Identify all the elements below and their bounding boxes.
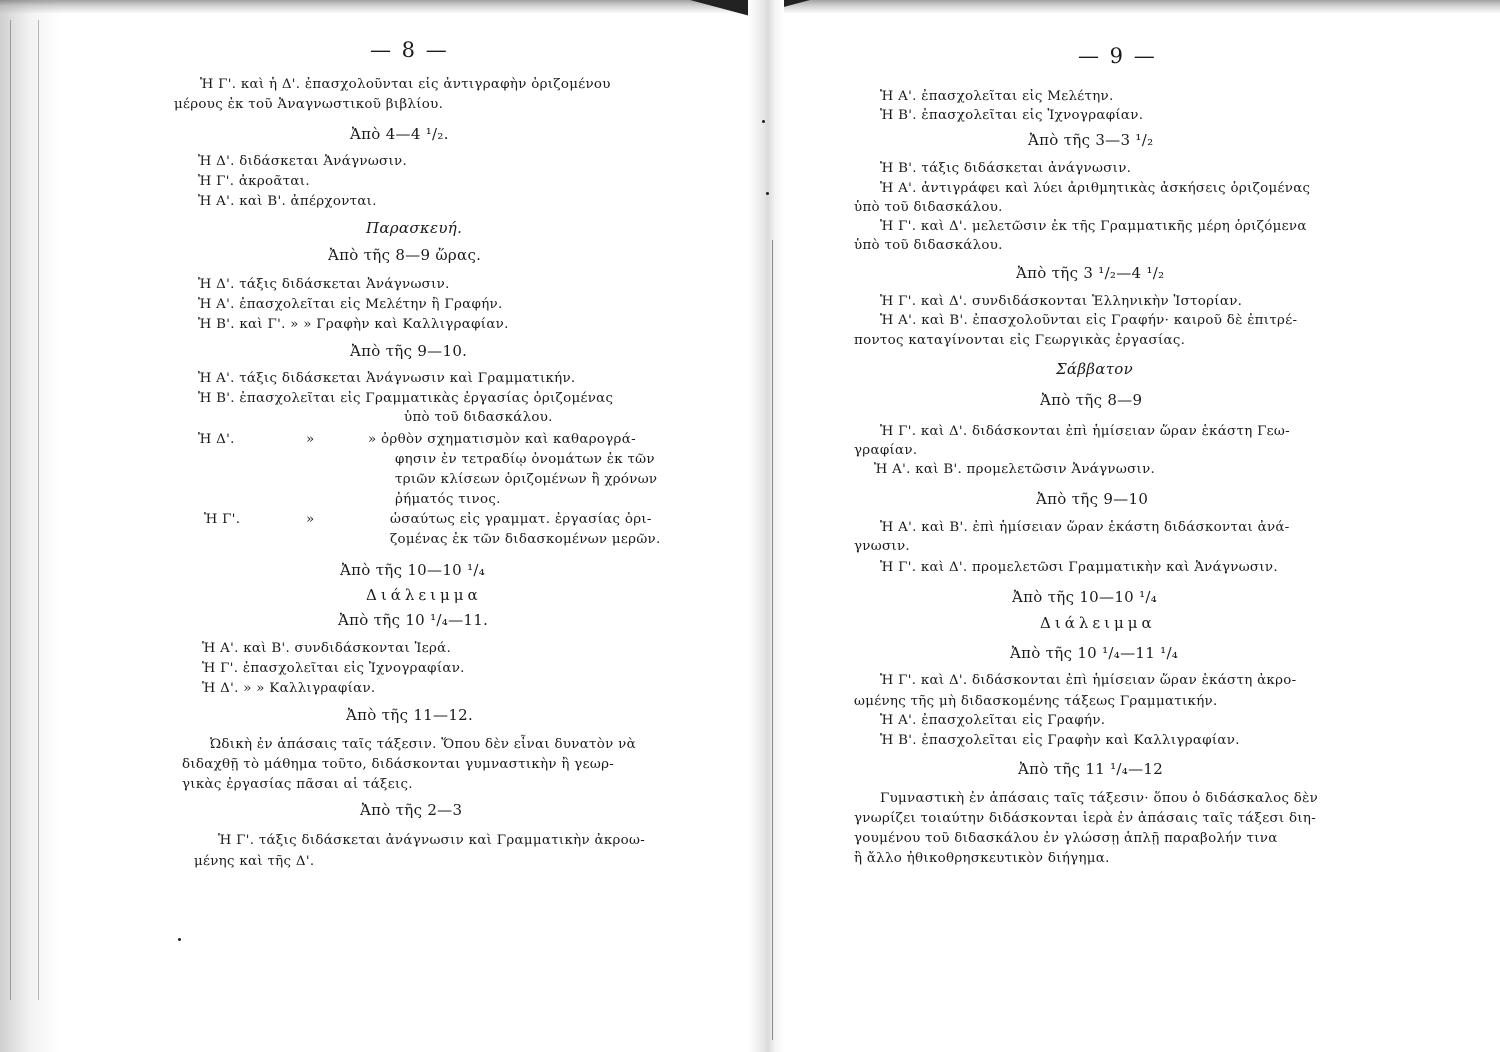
scan-speck [766, 192, 769, 195]
book-gutter [748, 0, 784, 1052]
text-line: ὑπὸ τοῦ διδασκάλου. [404, 410, 553, 425]
edge-line [38, 20, 39, 1000]
text-line: Ἡ Γ'. ἐπασχολεῖται εἰς Ἰχνογραφίαν. [202, 661, 465, 676]
text-line: Ἡ Δ'. διδάσκεται Ἀνάγνωσιν. [198, 154, 408, 169]
text-line: ὑπὸ τοῦ διδασκάλου. [854, 238, 1003, 253]
day-heading: Σάββατον [1056, 360, 1134, 378]
text-line: Ἡ Α'. καὶ Β'. ἀπέρχονται. [198, 194, 377, 209]
text-line: ζομένας ἐκ τῶν διδασκομένων μερῶν. [390, 532, 661, 547]
break-heading: Διάλειμμα [366, 586, 482, 604]
text-line: Ἡ Δ'. [198, 432, 235, 447]
time-heading: Ἀπὸ τῆς 11 ¹/₄—12 [1018, 760, 1164, 778]
text-line: Γυμναστικὴ ἐν ἁπάσαις ταῖς τάξεσιν· ὅπου ὁ διδάσκαλος δὲν [880, 791, 1319, 806]
text-line: ὡσαύτως εἰς γραμματ. ἐργασίας ὁρι- [390, 512, 652, 527]
text-line: Ἡ Α'. ἀντιγράφει καὶ λύει ἀριθμητικὰς ἀσκήσεις ὁριζομένας [880, 181, 1311, 196]
text-line: Ἡ Γ'. καὶ Δ'. προμελετῶσι Γραμματικὴν καὶ Ἀνάγνωσιν. [880, 560, 1278, 575]
text-line: γικὰς ἐργασίας πᾶσαι αἱ τάξεις. [182, 777, 413, 792]
text-line: ωμένης τῆς μὴ διδασκομένης τάξεως Γραμματικήν. [854, 694, 1218, 709]
text-line: Ἡ Γ'. καὶ Δ'. συνδιδάσκονται Ἑλληνικὴν Ἱστορίαν. [880, 294, 1243, 309]
time-heading: Ἀπὸ τῆς 8—9 [1040, 391, 1143, 409]
text-line: Ἡ Γ'. τάξις διδάσκεται ἀνάγνωσιν καὶ Γραμματικὴν ἀκροω- [218, 833, 646, 848]
text-line: Ἡ Α'. ἐπασχολεῖται εἰς Μελέτην ἢ Γραφήν. [198, 297, 503, 312]
time-heading: Ἀπὸ τῆς 3—3 ¹/₂ [1028, 131, 1154, 149]
gutter-line [772, 240, 773, 1040]
text-line: γραφίαν. [854, 443, 918, 458]
time-heading: Ἀπὸ τῆς 10 ¹/₄—11 ¹/₄ [1010, 644, 1179, 662]
text-line: ἢ ἄλλο ἠθικοθρησκευτικὸν διήγημα. [854, 851, 1110, 866]
text-line: διδαχθῇ τὸ μάθημα τοῦτο, διδάσκονται γυμναστικὴν ἢ γεωρ- [182, 757, 615, 772]
text-line: Ὠδικὴ ἐν ἁπάσαις ταῖς τάξεσιν. Ὅπου δὲν εἶναι δυνατὸν νὰ [210, 737, 636, 752]
text-line: μέρους ἐκ τοῦ Ἀναγνωστικοῦ βιβλίου. [174, 97, 444, 112]
time-heading: Ἀπὸ 4—4 ¹/₂. [350, 125, 449, 143]
text-line: Ἡ Γ'. καὶ Δ'. μελετῶσιν ἐκ τῆς Γραμματικῆς μέρη ὁριζόμενα [880, 219, 1307, 234]
text-line: Ἡ Α'. ἐπασχολεῖται εἰς Μελέτην. [880, 89, 1114, 104]
text-line: Ἡ Δ'. τάξις διδάσκεται Ἀνάγνωσιν. [198, 277, 450, 292]
time-heading: Ἀπὸ τῆς 9—10. [350, 342, 468, 360]
text-line: Ἡ Γ'. καὶ Δ'. διδάσκονται ἐπὶ ἡμίσειαν ὥραν ἑκάστη ἀκρο- [880, 673, 1297, 688]
text-line: ὑπὸ τοῦ διδασκάλου. [854, 200, 1003, 215]
text-line: Ἡ Β'. ἐπασχολεῖται εἰς Γραμματικὰς ἐργασίας ὁριζομένας [198, 391, 614, 406]
right-page [854, 0, 1320, 1052]
text-line: ῥήματός τινος. [395, 492, 501, 507]
time-heading: Ἀπὸ τῆς 8—9 ὥρας. [328, 246, 482, 264]
left-page [174, 0, 680, 1052]
ditto-mark: » [306, 432, 315, 447]
text-line: Ἡ Β'. ἐπασχολεῖται εἰς Ἰχνογραφίαν. [880, 108, 1144, 123]
break-heading: Διάλειμμα [1040, 614, 1156, 632]
text-line: Ἡ Α'. ἐπασχολεῖται εἰς Γραφήν. [880, 713, 1106, 728]
ditto-mark: » [306, 512, 315, 527]
scan-speck [762, 120, 765, 123]
text-line: Ἡ Δ'. » » Καλλιγραφίαν. [202, 681, 376, 696]
text-line: Ἡ Α'. τάξις διδάσκεται Ἀνάγνωσιν καὶ Γραμματικήν. [198, 371, 576, 386]
text-line: Ἡ Β'. ἐπασχολεῖται εἰς Γραφὴν καὶ Καλλιγραφίαν. [880, 733, 1240, 748]
text-line: Ἡ Β'. τάξις διδάσκεται ἀνάγνωσιν. [880, 161, 1132, 176]
text-line: γνωσιν. [854, 539, 910, 554]
text-line: Ἡ Γ'. καὶ Δ'. διδάσκονται ἐπὶ ἡμίσειαν ὥραν ἑκάστη Γεω- [880, 424, 1290, 439]
day-heading: Παρασκευή. [366, 219, 463, 237]
page-number: — 8 — [370, 38, 449, 62]
time-heading: Ἀπὸ τῆς 11—12. [346, 706, 474, 724]
time-heading: Ἀπὸ τῆς 10 ¹/₄—11. [338, 611, 489, 629]
text-line: γουμένου τοῦ διδασκάλου ἐν γλώσσῃ ἁπλῇ παραβολήν τινα [854, 831, 1278, 846]
text-line: Ἡ Α'. καὶ Β'. ἐπὶ ἡμίσειαν ὥραν ἑκάστη διδάσκονται ἀνά- [880, 520, 1290, 535]
text-line: Ἡ Γ'. [204, 512, 241, 527]
text-line: » ὀρθὸν σχηματισμὸν καὶ καθαρογρά- [368, 432, 636, 447]
text-line: Ἡ Α'. καὶ Β'. προμελετῶσιν Ἀνάγνωσιν. [874, 462, 1156, 477]
left-page-edge [0, 0, 60, 1052]
time-heading: Ἀπὸ τῆς 3 ¹/₂—4 ¹/₂ [1016, 264, 1165, 282]
page-number: — 9 — [1078, 44, 1157, 68]
text-line: Ἡ Α'. καὶ Β'. ἐπασχολοῦνται εἰς Γραφήν· καιροῦ δὲ ἐπιτρέ- [880, 313, 1298, 328]
time-heading: Ἀπὸ τῆς 10—10 ¹/₄ [340, 561, 486, 579]
text-line: Ἡ Γ'. ἀκροᾶται. [198, 174, 310, 189]
text-line: Ἡ Β'. καὶ Γ'. » » Γραφὴν καὶ Καλλιγραφίαν. [198, 317, 509, 332]
time-heading: Ἀπὸ τῆς 9—10 [1036, 490, 1149, 508]
time-heading: Ἀπὸ τῆς 10—10 ¹/₄ [1012, 588, 1158, 606]
text-line: Ἡ Γ'. καὶ ἡ Δ'. ἐπασχολοῦνται εἰς ἀντιγραφὴν ὁριζομένου [200, 77, 611, 92]
scan-speck [178, 938, 181, 941]
text-line: μένης καὶ τῆς Δ'. [194, 854, 315, 869]
text-line: Ἡ Α'. καὶ Β'. συνδιδάσκονται Ἱερά. [202, 641, 452, 656]
text-line: ποντος καταγίνονται εἰς Γεωργικὰς ἐργασίας. [854, 333, 1186, 348]
time-heading: Ἀπὸ τῆς 2—3 [360, 801, 463, 819]
text-line: φησιν ἐν τετραδίῳ ὀνομάτων ἐκ τῶν [395, 452, 655, 467]
edge-line [10, 20, 11, 1000]
text-line: τριῶν κλίσεων ὁριζομένων ἢ χρόνων [395, 472, 658, 487]
text-line: γνωρίζει τοιαύτην διδάσκονται ἱερὰ ἐν ἁπάσαις ταῖς τάξεσι διη- [854, 811, 1317, 826]
